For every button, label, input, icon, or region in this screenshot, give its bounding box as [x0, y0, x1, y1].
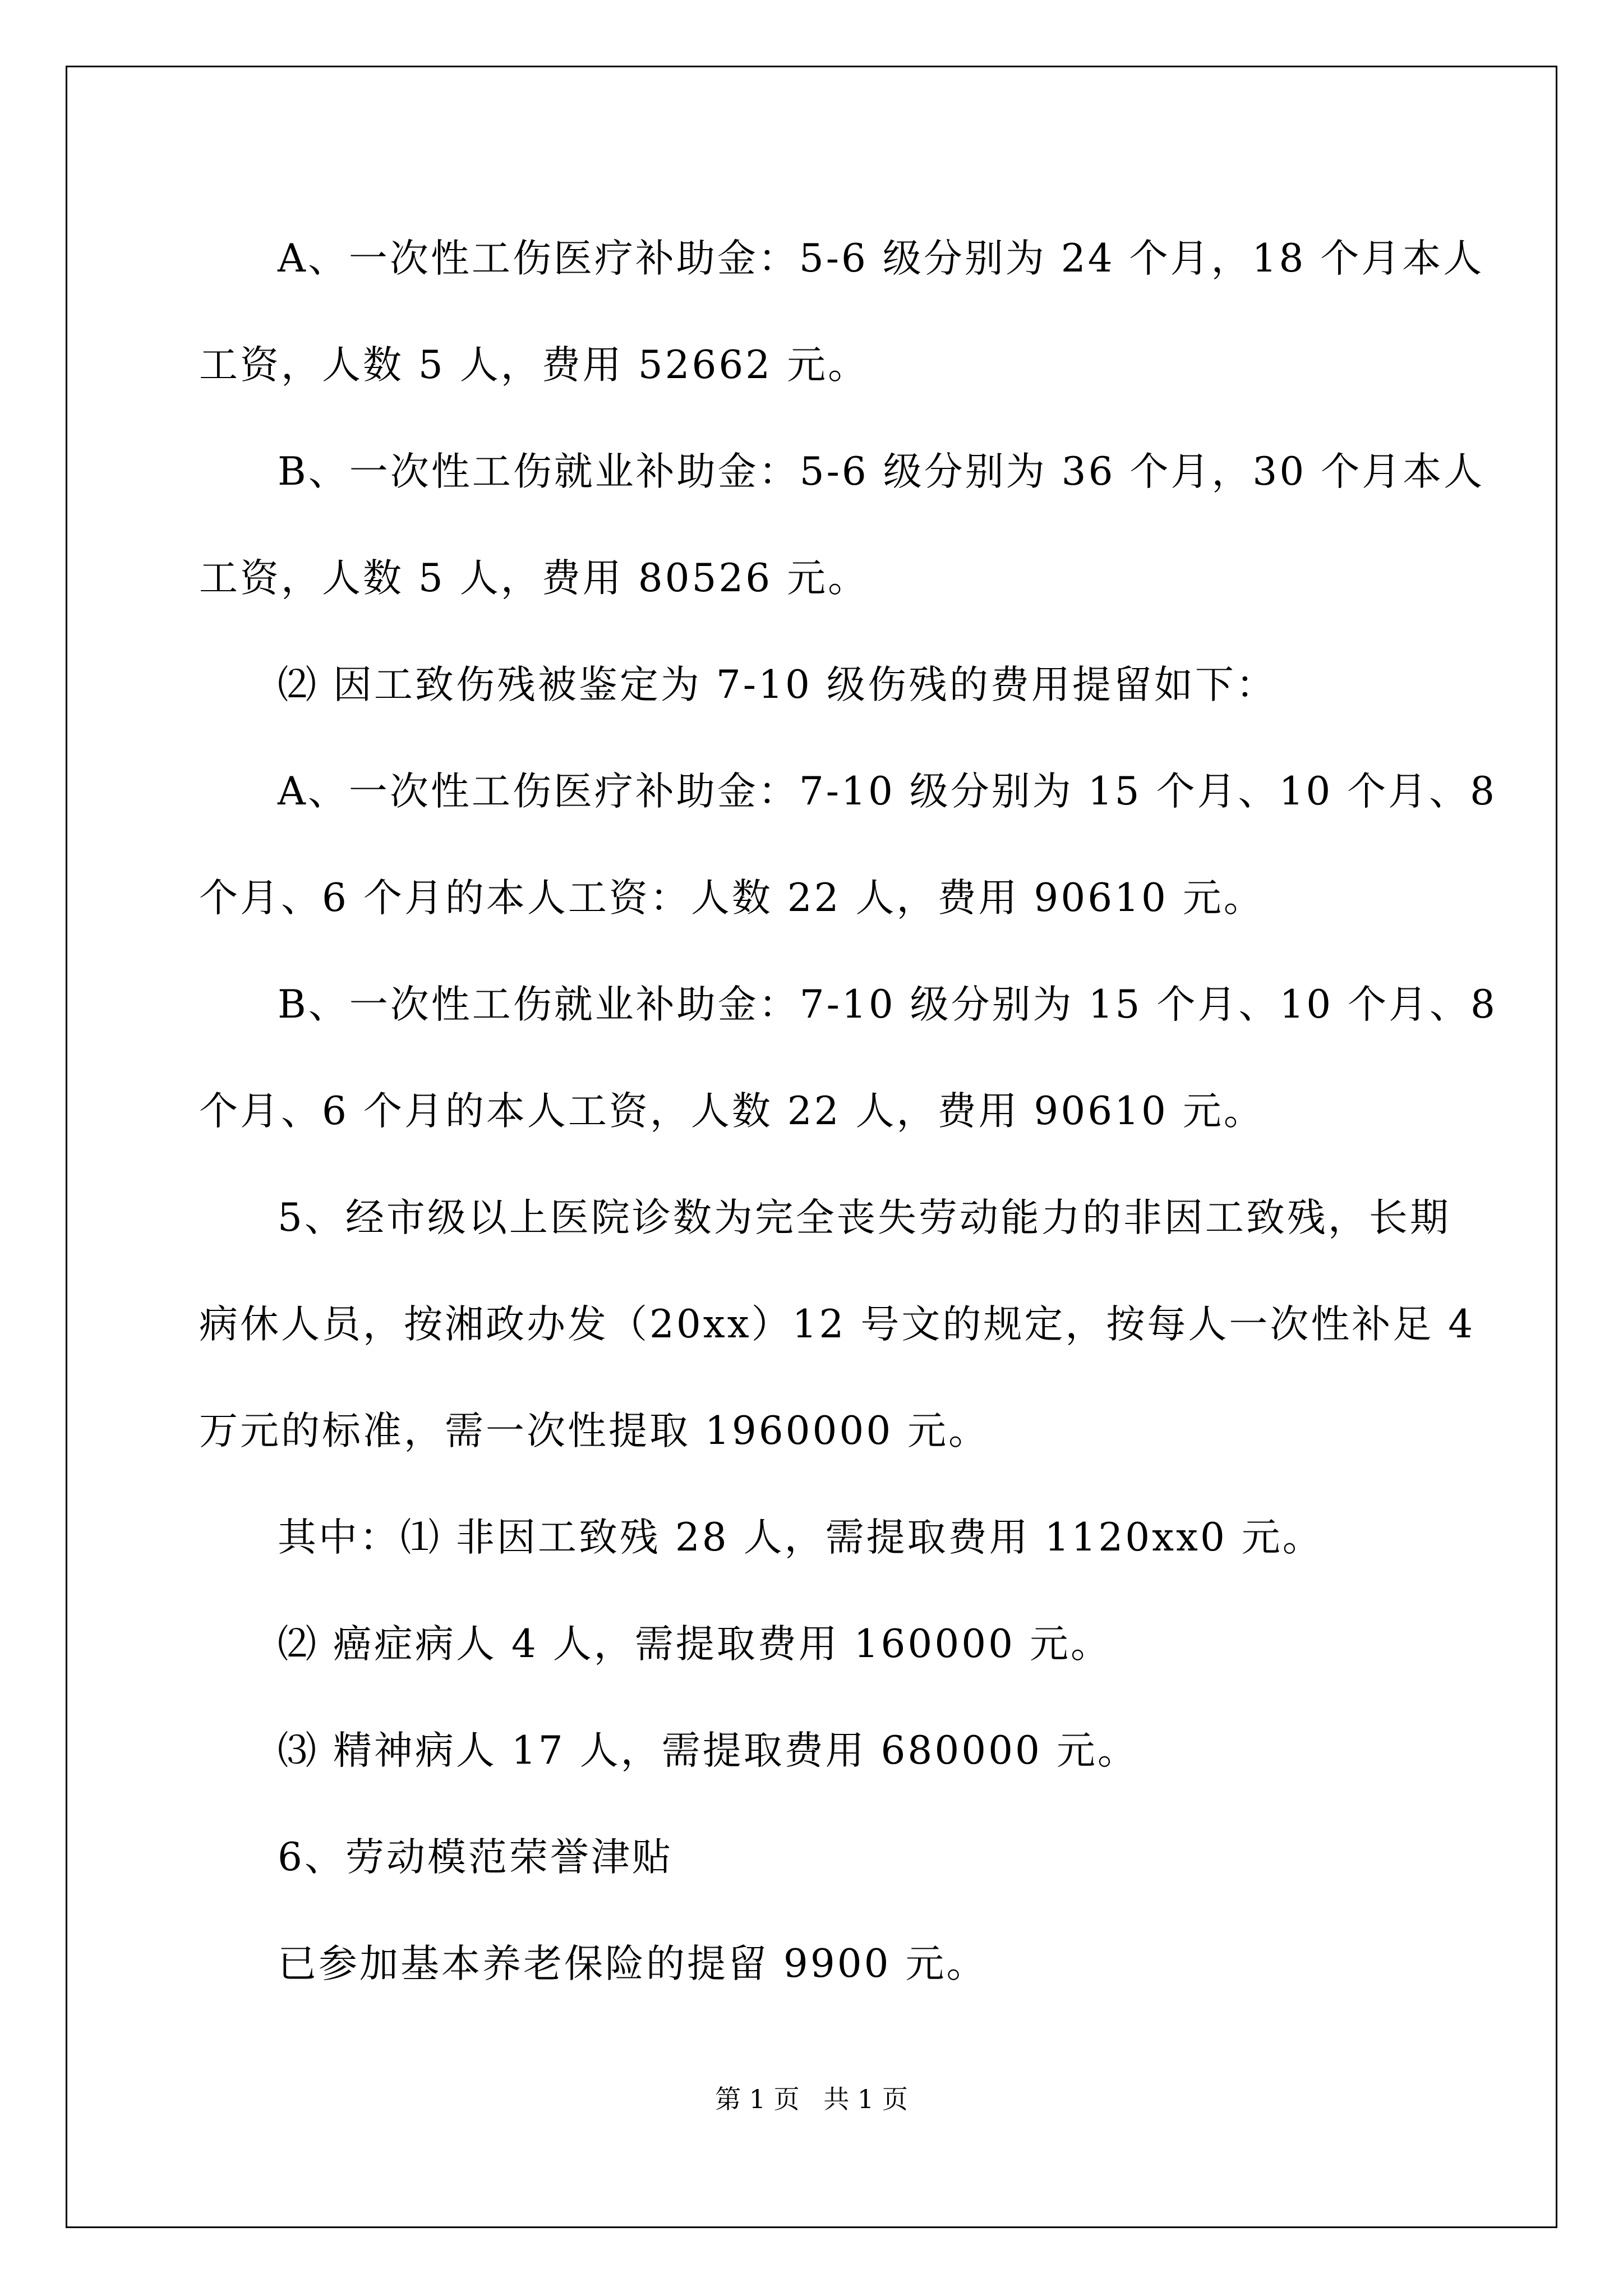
paragraph-item-6-body	[199, 1911, 1422, 2017]
paragraph-sub-3	[199, 1697, 1422, 1804]
paragraph-line: 病休人员，按湘政办发（20xx）12 号文的规定，按每人一次性补足 4	[199, 1302, 1476, 1347]
paragraph-b-employment-5-6	[199, 418, 1485, 525]
paragraph-b-employment-7-10-cont	[199, 1058, 1422, 1165]
paragraph-a-medical-5-6	[199, 205, 1484, 312]
page-total: 共 1 页	[823, 2084, 908, 2114]
paragraph-line: 已参加基本养老保险的提留 9900 元。	[278, 1941, 988, 1986]
paragraph-a-medical-7-10-cont	[199, 845, 1422, 951]
paragraph-item-6-heading	[199, 1804, 1422, 1911]
paragraph-line: 个月、6 个月的本人工资：人数 22 人，费用 90610 元。	[199, 876, 1265, 921]
paragraph-sub-2	[199, 1591, 1422, 1697]
paragraph-b-employment-7-10	[199, 951, 1497, 1058]
paragraph-7-10-heading	[199, 632, 1422, 738]
paragraph-b-employment-5-6-cont	[199, 525, 1422, 632]
paragraph-item-5-cont-1	[199, 1271, 1476, 1378]
paragraph-line: B、一次性工伤就业补助金：5-6 级分别为 36 个月，30 个月本人	[278, 449, 1485, 494]
paragraph-line: 6、劳动模范荣誉津贴	[278, 1835, 673, 1880]
paragraph-item-5-cont-2	[199, 1378, 1422, 1484]
paragraph-line: 5、经市级以上医院诊数为完全丧失劳动能力的非因工致残，长期	[278, 1195, 1451, 1240]
paragraph-a-medical-7-10	[199, 738, 1497, 845]
paragraph-line: 其中：⑴ 非因工致残 28 人，需提取费用 1120xx0 元。	[278, 1515, 1324, 1560]
paragraph-line: ⑶ 精神病人 17 人，需提取费用 680000 元。	[278, 1728, 1138, 1773]
paragraph-line: 万元的标准，需一次性提取 1960000 元。	[199, 1409, 990, 1453]
page-footer	[0, 2082, 1623, 2116]
paragraph-line: 工资，人数 5 人，费用 52662 元。	[199, 343, 869, 388]
paragraph-line: 个月、6 个月的本人工资，人数 22 人，费用 90610 元。	[199, 1089, 1265, 1134]
paragraph-line: ⑵ 因工致伤残被鉴定为 7-10 级伤残的费用提留如下：	[278, 662, 1277, 707]
paragraph-line: ⑵ 癌症病人 4 人，需提取费用 160000 元。	[278, 1622, 1112, 1667]
paragraph-line: A、一次性工伤医疗补助金：5-6 级分别为 24 个月，18 个月本人	[278, 236, 1484, 281]
paragraph-item-5	[199, 1165, 1451, 1271]
page-number: 第 1 页	[715, 2084, 800, 2114]
paragraph-line: A、一次性工伤医疗补助金：7-10 级分别为 15 个月、10 个月、8	[278, 769, 1497, 814]
document-body	[199, 205, 1497, 2017]
paragraph-a-medical-5-6-cont	[199, 312, 1422, 418]
paragraph-sub-1	[199, 1484, 1422, 1591]
paragraph-line: B、一次性工伤就业补助金：7-10 级分别为 15 个月、10 个月、8	[278, 982, 1497, 1027]
paragraph-line: 工资，人数 5 人，费用 80526 元。	[199, 556, 869, 601]
